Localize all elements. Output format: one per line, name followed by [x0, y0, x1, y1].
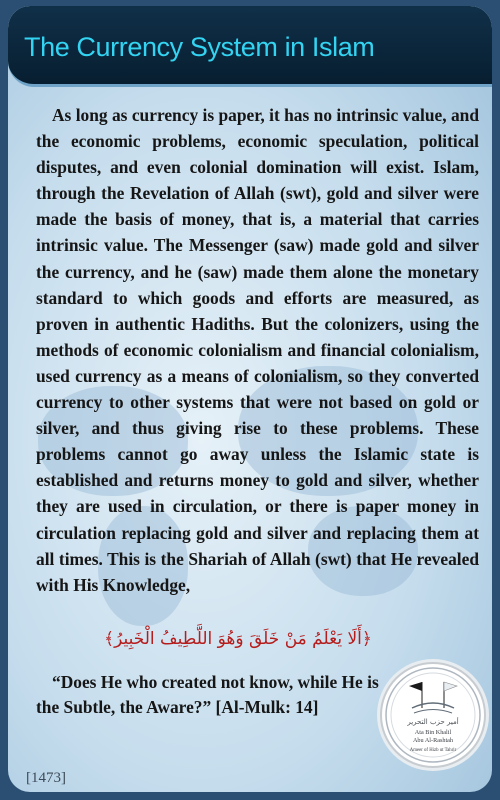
quran-verse-arabic: ﴿أَلَا يَعْلَمُ مَنْ خَلَقَ وَهُوَ اللَّطِيفُ الْخَبِيرُ﴾ [104, 629, 372, 649]
poster-card [8, 6, 492, 792]
svg-text:Ata Bin Khalil: Ata Bin Khalil [414, 729, 452, 736]
page-title: The Currency System in Islam [24, 32, 375, 62]
svg-text:Abu Al-Rashtah: Abu Al-Rashtah [412, 737, 454, 744]
svg-text:أمير حزب التحرير: أمير حزب التحرير [407, 718, 459, 726]
svg-text:Ameer of Hizb ut Tahrir: Ameer of Hizb ut Tahrir [409, 748, 457, 753]
verse-translation: “Does He who created not know, while He is the Subtle, the Aware?” [Al-Mulk: 14] [36, 672, 379, 717]
seal-emblem-icon [382, 664, 484, 766]
ameer-seal-logo [380, 662, 486, 768]
issue-number: [1473] [26, 770, 66, 786]
header-bar [8, 6, 492, 87]
article-body: As long as currency is paper, it has no intrinsic value, and the economic problems, economic speculation, political disputes, and even colonial domination will exist. Islam, through the Revelation of Allah (swt), gold and silver were made the basis of money, that is, a material that carries intrinsic value. The Messenger (saw) made gold and silver the currency, and he (saw) made them alone the monetary standard to which goods and efforts are measured, as proven in authentic Hadiths. But the colonizers, using the methods of economic colonialism and financial colonialism, used currency as a means of colonialism, so they converted currency to other systems that were not based on gold or silver, and thus giving rise to these problems. These problems cannot go away unless the Islamic state is established and returns money to gold and silver, whether they are used in circulation, or there is paper money in circulation replacing gold and silver and replacing them at all times. This is the Shariah of Allah (swt) that He revealed with His Knowledge, [36, 105, 479, 595]
